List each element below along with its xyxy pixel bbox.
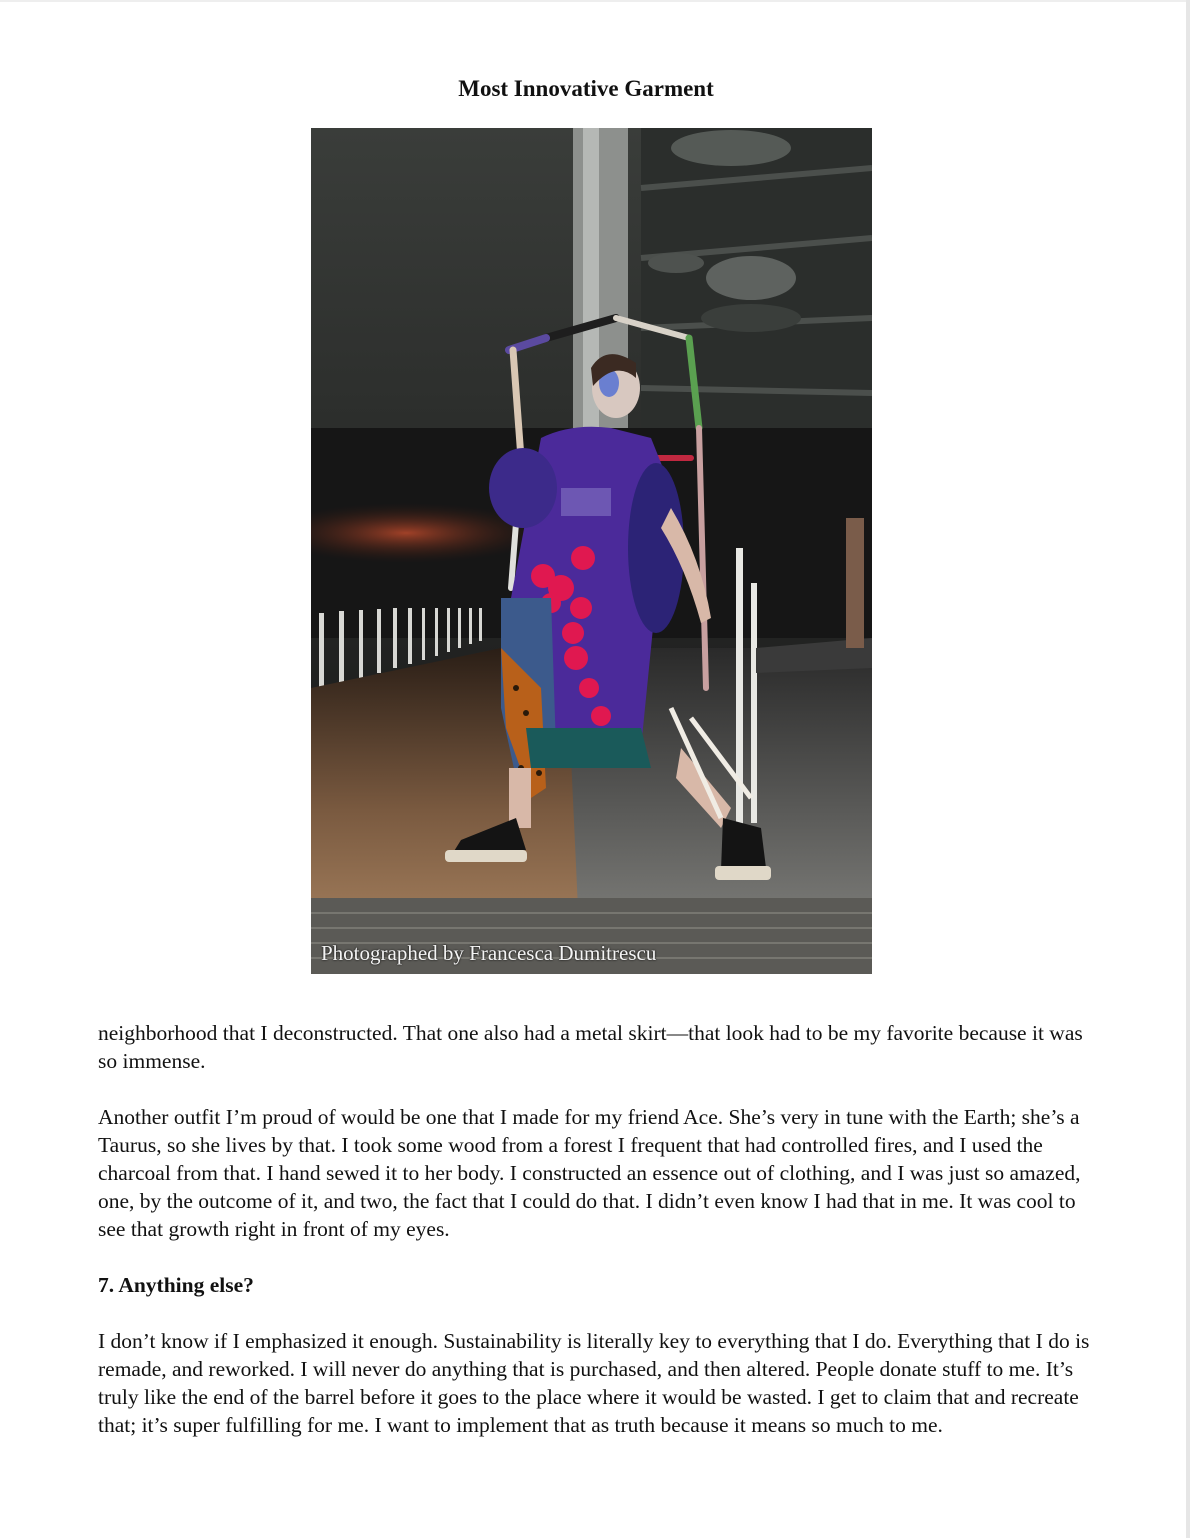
question-heading: 7. Anything else? [98,1273,254,1297]
body-paragraph-1: neighborhood that I deconstructed. That one also had a metal skirt—that look had to be my favorite because it was so immense. [98,1021,1083,1073]
photo-credit: Photographed by Francesca Dumitrescu [321,941,657,965]
answer-paragraph: I don’t know if I emphasized it enough. Sustainability is literally key to everything that I do. Everything that I do is remade, and reworked. I will never do anything that is purchased, and then altered. People donate stuff to me. It’s truly like the end of the barrel before it goes to the place where it would be wasted. I get to claim that and recreate that; it’s super fulfilling for me. I want to implement that as truth because it means so much to me. [98,1329,1090,1437]
page-top-edge [0,0,1190,2]
page-title: Most Innovative Garment [458,76,714,101]
body-paragraph-2: Another outfit I’m proud of would be one that I made for my friend Ace. She’s very in tune with the Earth; she’s a Taurus, so she lives by that. I took some wood from a forest I frequent that had controlled fires, and I used the charcoal from that. I hand sewed it to her body. I constructed an essence out of clothing, and I was just so amazed, one, by the outcome of it, and two, the fact that I could do that. I didn’t even know I had that in me. It was cool to see that growth right in front of my eyes. [98,1105,1081,1241]
page-right-edge [1186,0,1190,1538]
runway-photo [311,128,872,974]
